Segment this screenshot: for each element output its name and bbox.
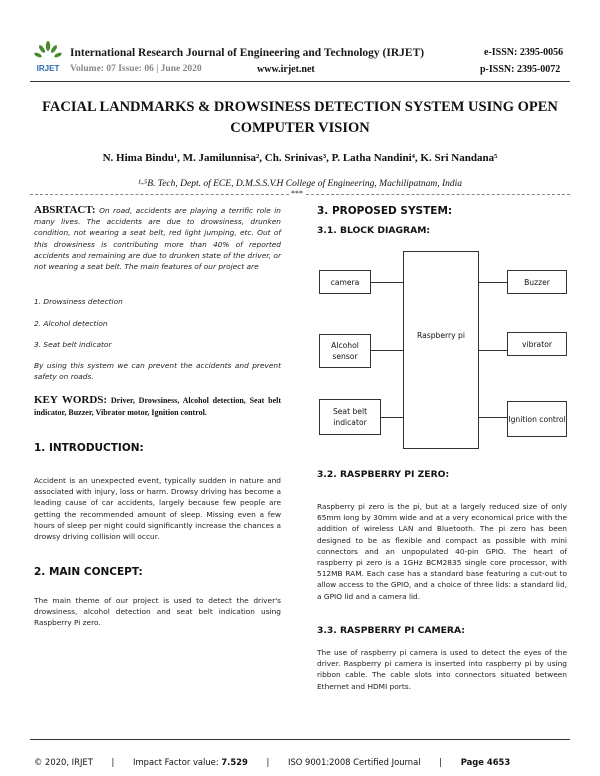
- wire: [371, 350, 403, 351]
- volume-info: Volume: 07 Issue: 06 | June 2020: [70, 64, 202, 74]
- main-concept-heading: 2. MAIN CONCEPT:: [34, 566, 143, 578]
- header-divider: [30, 81, 570, 82]
- abstract-closing: By using this system we can prevent the accidents and prevent safety on roads.: [34, 361, 281, 382]
- page-number: Page 4653: [460, 757, 511, 767]
- raspberry-pi-camera-heading: 3.3. RASPBERRY PI CAMERA:: [317, 625, 465, 636]
- keywords: [34, 395, 281, 418]
- ignition-control-block: Ignition control: [507, 401, 567, 437]
- journal-title: International Research Journal of Engineering and Technology (IRJET): [70, 47, 425, 59]
- seat-belt-indicator-block: Seat belt indicator: [319, 399, 381, 435]
- svg-text:IRJET: IRJET: [36, 64, 60, 73]
- affiliation: ¹-⁵B. Tech, Dept. of ECE, D.M.S.S.V.H College of Engineering, Machilipatnam, India: [137, 179, 463, 189]
- iso-certification: ISO 9001:2008 Certified Journal: [287, 757, 421, 767]
- abstract-heading: ABSRTACT:: [34, 204, 96, 216]
- abstract-paragraph: [34, 205, 281, 272]
- footer-line: © 2020, IRJET | Impact Factor value: 7.529 | ISO 9001:2008 Certified Journal | Page 4653: [34, 757, 511, 767]
- raspberry-pi-camera-text: The use of raspberry pi camera is used to detect the eyes of the driver. Raspberry pi camera is inserted into raspberry pi by using ribbon cable. The cable slots into connectors situated between Ethernet and HDMI ports.: [317, 648, 567, 691]
- raspberry-pi-zero-text: Raspberry pi zero is the pi, but at a largely reduced size of only 65mm long by 30mm wide and at a very economical price with the addition of wireless LAN and Bluetooth. The pi zero has been designed to be as flexible and compact as possible with mini connectors and an unpopulated 40-pin GPIO. The heart of raspberry pi zero is a 1GHz BCM2835 single core processor, with 512MB RAM. Each case has a standard base featuring a cut-out to allow access to the GPIO, and a choice of three lids: a standard lid, a GPIO lid and a camera lid.: [317, 502, 567, 601]
- keywords-text: Driver, Drowsiness, Alcohol detection, Seat belt indicator, Buzzer, Vibrator motor, Ignition control.: [34, 396, 281, 417]
- separator-mark: ***: [291, 189, 303, 198]
- block-diagram: [315, 245, 573, 460]
- impact-factor-label: Impact Factor value:: [133, 757, 219, 767]
- buzzer-block: Buzzer: [507, 270, 567, 294]
- authors: N. Hima Bindu¹, M. Jamilunnisa², Ch. Srinivas³, P. Latha Nandini⁴, K. Sri Nandana⁵: [102, 152, 498, 164]
- block-diagram-heading: 3.1. BLOCK DIAGRAM:: [317, 225, 431, 236]
- introduction-heading: 1. INTRODUCTION:: [34, 442, 144, 454]
- raspberry-pi-zero-heading: 3.2. RASPBERRY PI ZERO:: [317, 469, 450, 480]
- p-issn: p-ISSN: 2395-0072: [480, 64, 561, 75]
- wire: [479, 417, 507, 418]
- irjet-logo: [33, 40, 63, 78]
- paper-title: FACIAL LANDMARKS & DROWSINESS DETECTION SYSTEM USING OPEN COMPUTER VISION: [42, 99, 558, 136]
- e-issn: e-ISSN: 2395-0056: [484, 47, 564, 58]
- abstract-item: 2. Alcohol detection: [34, 319, 108, 328]
- footer-copyright: © 2020, IRJET: [34, 757, 93, 767]
- abstract-item: 1. Drowsiness detection: [34, 297, 123, 306]
- wire: [479, 282, 507, 283]
- vibrator-block: vibrator: [507, 332, 567, 356]
- alcohol-sensor-block: Alcohol sensor: [319, 334, 371, 368]
- introduction-text: Accident is an unexpected event, typically sudden in nature and associated with injury, loss or harm. Drowsy driving has become a leading cause of car accidents, largely because few people are getting the recommended amount of sleep. Missing even a few hours of sleep per night could significantly increase the chances a drowsy driving collision will occur.: [34, 476, 281, 542]
- footer-rule: [30, 739, 570, 740]
- proposed-system-heading: 3. PROPOSED SYSTEM:: [317, 205, 453, 217]
- keywords-label: KEY WORDS:: [34, 394, 108, 406]
- raspberry-pi-block: Raspberry pi: [403, 251, 479, 449]
- camera-block: camera: [319, 270, 371, 294]
- wire: [479, 350, 507, 351]
- wire: [371, 282, 403, 283]
- abstract-item: 3. Seat belt indicator: [34, 340, 112, 349]
- main-concept-text: The main theme of our project is used to detect the driver's drowsiness, alcohol detection and seat belt indication using Raspberry Pi zero.: [34, 596, 281, 628]
- abstract-text: On road, accidents are playing a terrific role in many lives. The accidents are due to drowsiness, drunken condition, not wearing a seat belt, red light jumping, etc. Out of this drowsiness is contributing more than 40% of reported accidents and remaining are due to drunken state of the driver, or not wearing a seat belt. The main features of our project are: [34, 206, 281, 272]
- impact-factor-value: 7.529: [221, 757, 248, 767]
- journal-website-link[interactable]: www.irjet.net: [257, 64, 315, 75]
